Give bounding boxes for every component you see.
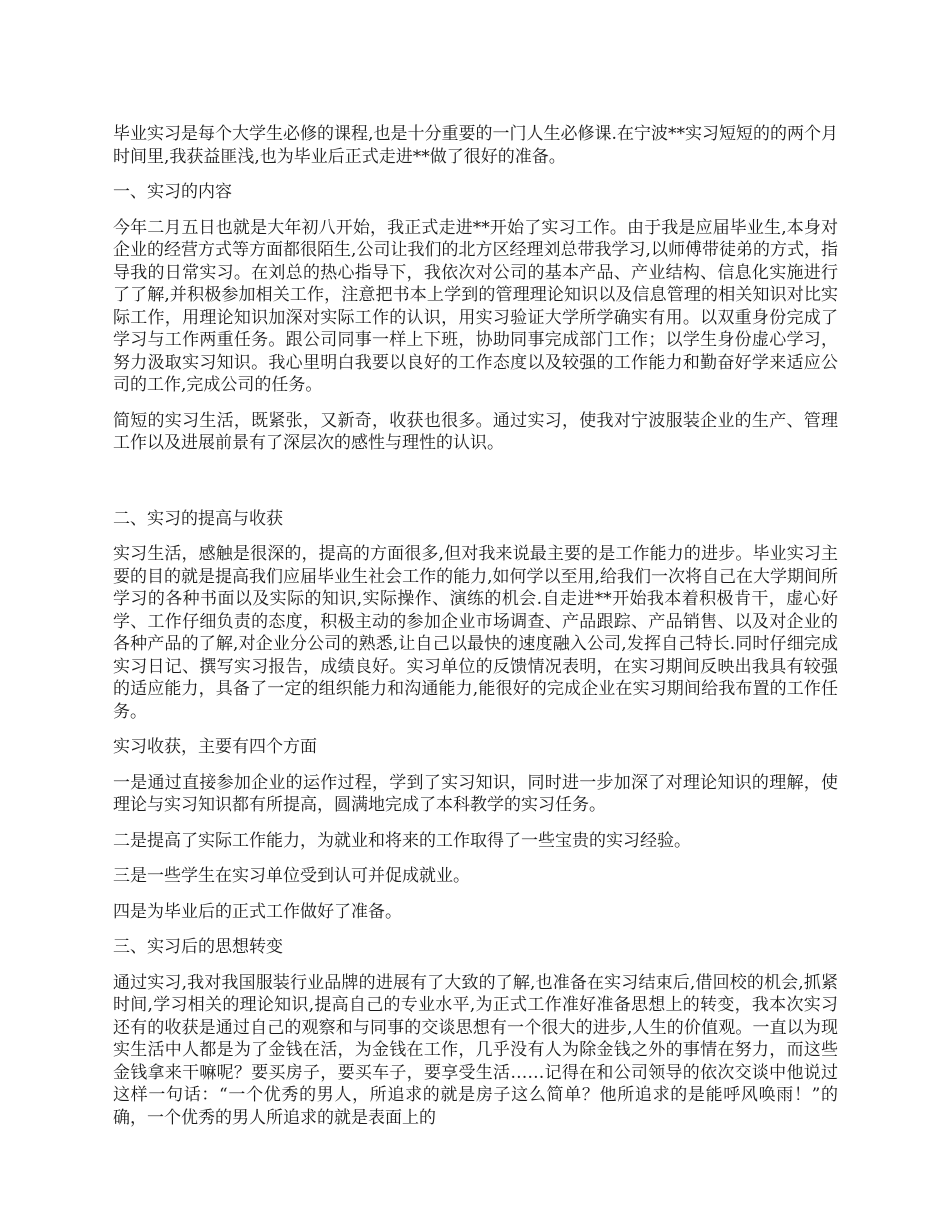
aspect-one-paragraph: 一是通过直接参加企业的运作过程，学到了实习知识，同时进一步加深了对理论知识的理解，使理论与实习知识都有所提高，圆满地完成了本科教学的实习任务。 xyxy=(113,772,838,815)
aspect-three-paragraph: 三是一些学生在实习单位受到认可并促成就业。 xyxy=(113,866,470,886)
gains-paragraph: 实习生活，感触是很深的，提高的方面很多,但对我来说最主要的是工作能力的进步。毕业实习主要的目的就是提高我们应届毕业生社会工作的能力,如何学以至用,给我们一次将自己在大学期间所学习的各种书面以及实际的知识,实际操作、演练的机会.自走进**开始我本着积极肯干，虚心好学、工作仔细负责的态度，积极主动的参加企业市场调查、产品跟踪、产品销售、以及对企业的各种产品的了解,对企业分公司的熟悉,让自己以最快的速度融入公司,发挥自己特长.同时仔细完成实习日记、撰写实习报告，成绩良好。实习单位的反馈情况表明，在实习期间反映出我具有较强的适应能力，具备了一定的组织能力和沟通能力,能很好的完成企业在实习期间给我布置的工作任务。 xyxy=(113,544,838,722)
document-page xyxy=(113,123,838,1142)
subheading-four-aspects: 实习收获，主要有四个方面 xyxy=(113,737,317,757)
mindset-paragraph: 通过实习,我对我国服装行业品牌的进展有了大致的了解,也准备在实习结束后,借回校的机会,抓紧时间,学习相关的理论知识,提高自己的专业水平,为正式工作准好准备思想上的转变，我本次实习还有的收获是通过自己的观察和与同事的交谈思想有一个很大的进步,人生的价值观。一直以为现实生活中人都是为了金钱在活，为金钱在工作，几乎没有人为除金钱之外的事情在努力，而这些金钱拿来干嘛呢？要买房子，要买车子，要享受生活……记得在和公司领导的依次交谈中他说过这样一句话：“一个优秀的男人，所追求的就是房子这么简单？他所追求的是能呼风唤雨！”的确，一个优秀的男人所追求的就是表面上的 xyxy=(113,972,838,1128)
aspect-four-paragraph: 四是为毕业后的正式工作做好了准备。 xyxy=(113,901,402,922)
aspect-two-paragraph: 二是提高了实际工作能力，为就业和将来的工作取得了一些宝贵的实习经验。 xyxy=(113,830,691,851)
section-heading-mindset: 三、实习后的思想转变 xyxy=(113,937,283,957)
blank-spacer xyxy=(113,468,838,508)
intro-paragraph: 毕业实习是每个大学生必修的课程,也是十分重要的一门人生必修课.在宁波**实习短短的的两个月时间里,我获益匪浅,也为毕业后正式走进**做了很好的准备。 xyxy=(113,124,838,167)
content-summary-paragraph: 简短的实习生活，既紧张，又新奇，收获也很多。通过实习，使我对宁波服装企业的生产、管理工作以及进展前景有了深层次的感性与理性的认识。 xyxy=(113,410,838,453)
section-heading-content: 一、实习的内容 xyxy=(113,182,232,202)
content-paragraph: 今年二月五日也就是大年初八开始，我正式走进**开始了实习工作。由于我是应届毕业生,本身对企业的经营方式等方面都很陌生,公司让我们的北方区经理刘总带我学习,以师傅带徒弟的方式，指导我的日常实习。在刘总的热心指导下，我依次对公司的基本产品、产业结构、信息化实施进行了了解,并积极参加相关工作，注意把书本上学到的管理理论知识以及信息管理的相关知识对比实际工作，用理论知识加深对实际工作的认识，用实习验证大学所学确实有用。以双重身份完成了学习与工作两重任务。跟公司同事一样上下班，协助同事完成部门工作；以学生身份虚心学习，努力汲取实习知识。我心里明白我要以良好的工作态度以及较强的工作能力和勤奋好学来适应公司的工作,完成公司的任务。 xyxy=(113,217,838,395)
section-heading-gains: 二、实习的提高与收获 xyxy=(113,508,283,529)
